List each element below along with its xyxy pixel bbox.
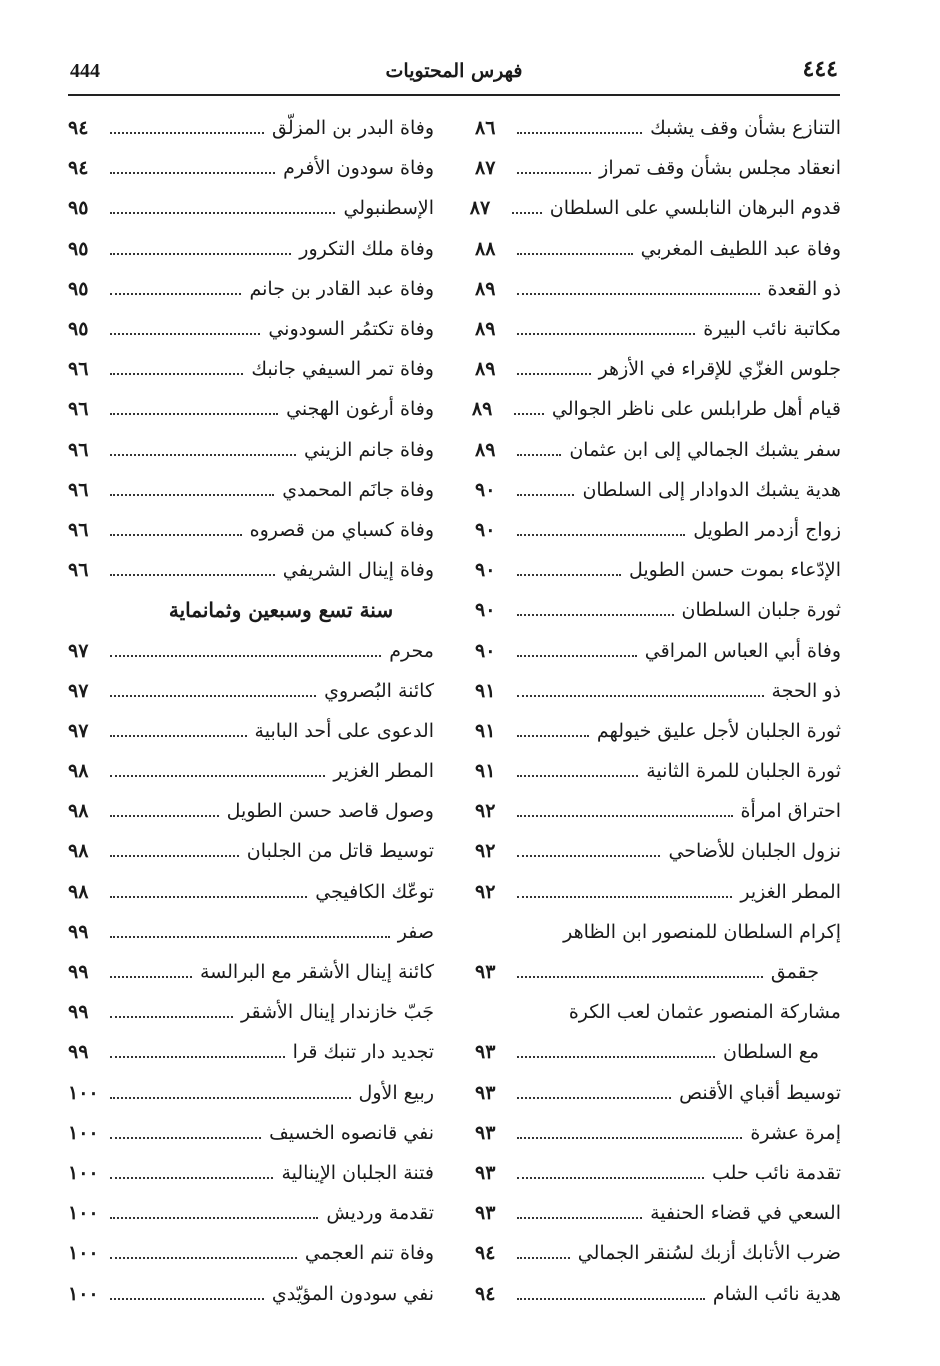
toc-entry-title: وصول قاصد حسن الطويل [226,800,434,823]
toc-entry-page: ١٠٠ [68,1202,99,1225]
toc-entry [475,912,841,952]
toc-entry [68,831,434,871]
dot-leader [517,775,638,777]
dot-leader [110,1217,318,1219]
toc-entry [471,389,841,429]
dot-leader [110,976,192,978]
dot-leader [517,1257,570,1259]
toc-entry-page: ٩٦ [68,438,89,461]
toc-entry-page: ٩٥ [68,277,89,300]
dot-leader [110,1097,351,1099]
toc-entry [475,1032,841,1072]
toc-entry-title: ثورة جلبان السلطان [681,599,841,622]
dot-leader [110,534,242,536]
toc-entry-page: ٩٩ [68,961,89,984]
dot-leader [110,172,275,174]
toc-entry [68,349,434,389]
dot-leader [110,574,275,576]
toc-entry [68,751,434,791]
dot-leader [110,1177,273,1179]
toc-entry-page: ٩٢ [475,840,496,863]
dot-leader [517,373,591,375]
toc-entry-title: إكرام السلطان للمنصور ابن الظاهر [563,920,841,943]
toc-entry-title: نفي سودون المؤيّدي [271,1282,434,1305]
dot-leader [110,655,381,657]
dot-leader [110,1137,261,1139]
toc-entry [475,1273,841,1313]
dot-leader [110,132,264,134]
toc-entry [68,550,434,590]
toc-entry-title: نفي قانصوه الخسيف [269,1121,434,1144]
toc-entry-page: ٩٠ [475,599,496,622]
toc-left-column [68,108,434,1314]
toc-entry-page: ٩٦ [68,518,89,541]
toc-entry-title: قدوم البرهان النابلسي على السلطان [549,197,841,220]
toc-entry-title: زواج أزدمر الطويل [693,518,841,541]
toc-entry [475,872,841,912]
dot-leader [517,132,642,134]
toc-entry-title: ذو الحجة [771,679,841,702]
dot-leader [517,855,660,857]
toc-entry-title: وفاة أبي العباس المراقي [644,639,841,662]
dot-leader [517,172,591,174]
toc-entry-page: ٩٦ [68,478,89,501]
toc-entry-title: السعي في قضاء الحنفية [650,1202,841,1225]
toc-entry [475,229,841,269]
toc-entry-title: كائنة إينال الأشقر مع البرالسة [199,961,434,984]
toc-entry [68,912,434,952]
dot-leader [517,735,589,737]
toc-entry-title: وفاة تمر السيفي جانبك [251,358,434,381]
toc-entry-title: التنازع بشأن وقف يشبك [650,117,841,140]
dot-leader [517,574,621,576]
toc-entry-title: وفاة تكتمُر السودوني [268,318,434,341]
toc-entry-title: كائنة البُصروي [324,679,434,702]
toc-entry-page: ٩٢ [475,880,496,903]
toc-entry [475,1113,841,1153]
toc-entry-title: صفر [397,920,434,943]
dot-leader [517,815,733,817]
dot-leader [110,333,260,335]
dot-leader [110,855,239,857]
toc-entry-page: ٩٣ [475,1041,496,1064]
toc-entry [68,1233,434,1273]
toc-entry-title: وفاة سودون الأفرم [283,157,434,180]
dot-leader [110,1056,285,1058]
toc-entry [475,952,841,992]
dot-leader [110,936,390,938]
dot-leader [517,333,695,335]
toc-entry-page: ٩٩ [68,1041,89,1064]
toc-entry-page: ٩٦ [68,358,89,381]
dot-leader [110,735,247,737]
toc-entry-title: احتراق امرأة [740,800,841,823]
toc-entry-page: ٩٨ [68,800,89,823]
toc-entry-page: ١٠٠ [68,1161,99,1184]
toc-entry-title: مكاتبة نائب البيرة [703,318,841,341]
toc-entry [475,630,841,670]
toc-entry-page: ٩٧ [68,639,89,662]
toc-entry-page: ٨٧ [469,197,491,220]
toc-entry [68,1073,434,1113]
toc-entry-page: ٩٣ [475,961,496,984]
toc-entry-title: سفر يشبك الجمالي إلى ابن عثمان [569,438,841,461]
toc-entry [68,108,434,148]
toc-entry [68,269,434,309]
toc-entry [475,831,841,871]
dot-leader [110,253,291,255]
toc-entry-title: مع السلطان [723,1041,819,1064]
toc-entry-page: ٨٩ [475,277,496,300]
page-header [68,56,840,96]
toc-entry-title: الإدّعاء بموت حسن الطويل [628,559,841,582]
toc-entry-title: وفاة جانم الزيني [304,438,434,461]
toc-entry [68,630,434,670]
toc-entry [475,751,841,791]
dot-leader [512,212,542,214]
toc-entry [68,1113,434,1153]
toc-entry-title: وفاة كسباي من قصروه [249,518,434,541]
dot-leader [517,976,763,978]
dot-leader [110,413,278,415]
toc-entry [68,872,434,912]
toc-entry-page: ٩٨ [68,880,89,903]
toc-entry [475,309,841,349]
toc-entry [475,269,841,309]
toc-entry-page: ١٠٠ [68,1282,99,1305]
toc-entry-page: ٩٥ [68,197,89,220]
toc-entry-page: ٩٠ [475,639,496,662]
toc-entry [475,470,841,510]
toc-entry-title: هدية يشبك الدوادار إلى السلطان [582,478,841,501]
toc-entry [68,229,434,269]
toc-entry-title: جقمق [770,961,819,984]
toc-entry [68,1153,434,1193]
toc-entry-title: تقدمة ورديش [326,1202,434,1225]
toc-entry-title: محرم [389,639,434,662]
toc-entry-page: ٩٥ [68,237,89,260]
toc-entry-page: ٩١ [475,679,496,702]
toc-entry-page: ٩٣ [475,1121,496,1144]
page-title: فهرس المحتويات [385,60,523,82]
toc-entry [475,430,841,470]
dot-leader [517,1177,704,1179]
toc-entry [68,671,434,711]
dot-leader [110,293,241,295]
toc-entry [68,430,434,470]
toc-entry-title: تقدمة نائب حلب [711,1161,841,1184]
toc-entry-page: ٨٩ [471,398,493,421]
dot-leader [517,896,732,898]
toc-entry [475,108,841,148]
toc-entry-page: ٩٨ [68,840,89,863]
dot-leader [517,534,685,536]
toc-entry [475,1153,841,1193]
toc-entry-title: وفاة جانَم المحمدي [282,478,434,501]
toc-entry [469,188,841,228]
toc-entry-page: ٨٦ [475,117,496,140]
dot-leader [517,655,637,657]
dot-leader [110,1016,233,1018]
toc-entry [68,711,434,751]
toc-entry [68,148,434,188]
toc-entry-page: ٩٢ [475,800,496,823]
toc-entry-title: تجديد دار تنبك قرا [292,1041,434,1064]
dot-leader [517,1056,715,1058]
toc-entry-title: جلوس الغزّي للإقراء في الأزهر [598,358,841,381]
toc-entry-page: ٨٩ [475,358,496,381]
toc-entry-title: الدعوى على أحد البابية [254,719,434,742]
toc-entry [475,148,841,188]
toc-entry-page: ١٠٠ [68,1121,99,1144]
dot-leader [110,1298,264,1300]
toc-entry [68,1193,434,1233]
toc-entry [475,711,841,751]
dot-leader [517,293,760,295]
toc-entry-title: جَبّ خازندار إينال الأشقر [241,1001,434,1024]
toc-entry-page: ٩٠ [475,518,496,541]
toc-entry-page: ٩٤ [475,1242,496,1265]
dot-leader [517,454,561,456]
toc-entry-page: ٩٦ [68,398,89,421]
dot-leader [110,896,307,898]
toc-entry-title: وفاة عبد اللطيف المغربي [640,237,841,260]
toc-entry-title: وفاة ملك التكرور [299,237,434,260]
toc-entry-title: فتنة الجلبان الإينالية [281,1161,434,1184]
toc-entry [475,1073,841,1113]
toc-entry-page: ٩٩ [68,1001,89,1024]
toc-entry [475,550,841,590]
toc-entry-title: الإسطنبولي [343,197,434,220]
toc-entry-title: وفاة أرغون الهجني [286,398,434,421]
toc-entry-page: ١٠٠ [68,1081,99,1104]
toc-entry [68,1032,434,1072]
toc-entry-title: ضرب الأتابك أزبك لسُنقر الجمالي [577,1242,841,1265]
toc-entry-page: ٩١ [475,719,496,742]
toc-entry-page: ٩١ [475,760,496,783]
dot-leader [110,695,316,697]
toc-entry-title: توعّك الكافيجي [315,880,434,903]
toc-right-column [469,108,841,1314]
toc-entry [68,992,434,1032]
dot-leader [110,494,274,496]
toc-entry [475,1233,841,1273]
toc-entry-page: ٩٧ [68,719,89,742]
toc-entry [68,470,434,510]
dot-leader [517,1217,642,1219]
dot-leader [517,1298,705,1300]
toc-entry-title: وفاة البدر بن المزلّق [272,117,434,140]
toc-entry-page: ٨٨ [475,237,496,260]
toc-entry [68,1273,434,1313]
dot-leader [110,815,219,817]
toc-entry-page: ٩٣ [475,1081,496,1104]
toc-entry [68,309,434,349]
toc-entry-title: ثورة الجلبان لأجل عليق خيولهم [596,719,841,742]
toc-entry-title: إمرة عشرة [750,1121,841,1144]
toc-entry-title: وفاة عبد القادر بن جانم [249,277,434,300]
toc-entry-title: قيام أهل طرابلس على ناظر الجوالي [551,398,841,421]
dot-leader [110,1257,297,1259]
dot-leader [517,1097,671,1099]
toc-entry [68,188,434,228]
section-heading: سنة تسع وسبعين وثمانماية [168,598,394,623]
toc-entry-page: ١٠٠ [68,1242,99,1265]
toc-entry-title: مشاركة المنصور عثمان لعب الكرة [568,1001,841,1024]
toc-entry [475,992,841,1032]
dot-leader [517,253,633,255]
toc-entry [68,791,434,831]
toc-entry-title: ثورة الجلبان للمرة الثانية [646,760,841,783]
dot-leader [110,775,325,777]
toc-entry-page: ٩٩ [68,920,89,943]
toc-entry-page: ٨٩ [475,438,496,461]
toc-entry [475,1193,841,1233]
toc-entry-title: المطر الغزير [333,760,434,783]
dot-leader [517,695,764,697]
toc-entry-page: ٩٥ [68,318,89,341]
toc-entry-page: ٩٠ [475,559,496,582]
toc-entry [68,510,434,550]
toc-entry-title: وفاة تنم العجمي [304,1242,434,1265]
dot-leader [110,212,335,214]
toc-entry-title: انعقاد مجلس بشأن وقف تمراز [599,157,841,180]
dot-leader [110,373,243,375]
page-number-latin: 444 [70,60,100,82]
toc-entry-title: وفاة إينال الشريفي [282,559,434,582]
toc-entry-title: ذو القعدة [767,277,841,300]
toc-entry-page: ٩٣ [475,1202,496,1225]
toc-entry-page: ٩٠ [475,478,496,501]
toc-entry-title: ربيع الأول [358,1081,434,1104]
toc-entry [475,510,841,550]
toc-entry [475,590,841,630]
toc-entry-title: توسيط أقباي الأقنص [679,1081,841,1104]
dot-leader [517,1137,742,1139]
dot-leader [517,614,674,616]
toc-entry-page: ٩٧ [68,679,89,702]
toc-entry-title: نزول الجلبان للأضاحي [668,840,841,863]
toc-entry [68,952,434,992]
toc-entry-page: ٩٨ [68,760,89,783]
toc-entry-page: ٩٤ [68,117,89,140]
toc-entry-page: ٩٤ [475,1282,496,1305]
dot-leader [110,454,296,456]
toc-entry-page: ٩٣ [475,1161,496,1184]
toc-entry-title: هدية نائب الشام [712,1282,841,1305]
dot-leader [514,413,544,415]
toc-entry-page: ٨٧ [475,157,496,180]
toc-entry-title: المطر الغزير [740,880,841,903]
toc-entry-page: ٨٩ [475,318,496,341]
toc-entry-page: ٩٤ [68,157,89,180]
toc-entry [68,389,434,429]
page-number-arabic: ٤٤٤ [802,56,838,82]
toc-entry-page: ٩٦ [68,559,89,582]
toc-entry [475,349,841,389]
toc-entry [475,671,841,711]
dot-leader [517,494,574,496]
toc-entry [475,791,841,831]
toc-entry-title: توسيط قاتل من الجلبان [246,840,434,863]
